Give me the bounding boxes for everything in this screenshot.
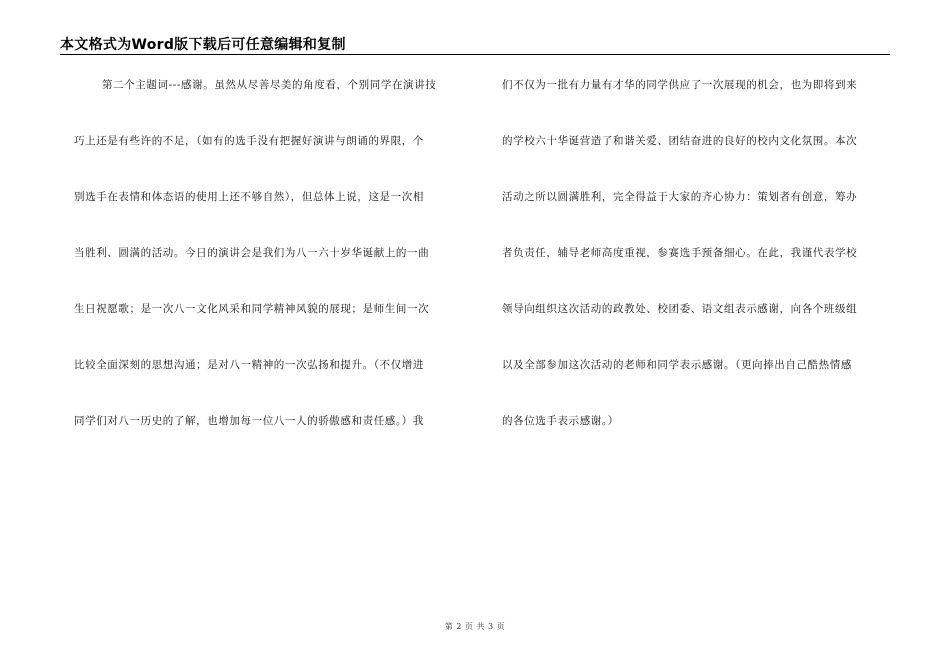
paragraph-line: 以及全部参加这次活动的老师和同学表示感谢。（更向捧出自己酷热情感 xyxy=(502,359,852,371)
paragraph-line: 第二个主题词---感谢。虽然从尽善尽美的角度看，个别同学在演讲技 xyxy=(102,79,437,91)
paragraph-line: 的学校六十华诞营造了和谐关爱、团结奋进的良好的校内文化氛围。本次 xyxy=(502,135,858,147)
right-text-column xyxy=(502,73,892,465)
paragraph-line: 别选手在表情和体态语的使用上还不够自然），但总体上说，这是一次相 xyxy=(74,191,424,203)
page-number: 第 2 页 共 3 页 xyxy=(444,622,506,631)
paragraph-line: 同学们对八一历史的了解，也增加每一位八一人的骄傲感和责任感。）我 xyxy=(74,415,424,427)
paragraph-line: 活动之所以圆满胜利，完全得益于大家的齐心协力：策划者有创意，筹办 xyxy=(502,191,858,203)
left-text-column xyxy=(74,73,464,465)
paragraph-line: 巧上还是有些许的不足，（如有的选手没有把握好演讲与朗诵的界限，个 xyxy=(74,135,424,147)
paragraph-line: 们不仅为一批有力量有才华的同学供应了一次展现的机会，也为即将到来 xyxy=(502,79,858,91)
header-divider xyxy=(60,54,890,55)
paragraph-line: 领导向组织这次活动的政教处、校团委、语文组表示感谢，向各个班级组 xyxy=(502,303,858,315)
paragraph-line: 生日祝愿歌；是一次八一文化风采和同学精神风貌的展现；是师生间一次 xyxy=(74,303,430,315)
paragraph-line: 比较全面深刻的思想沟通；是对八一精神的一次弘扬和提升。（不仅增进 xyxy=(74,359,424,371)
paragraph-line: 当胜利、圆满的活动。今日的演讲会是我们为八一六十岁华诞献上的一曲 xyxy=(74,247,430,259)
paragraph-line: 者负责任，辅导老师高度重视，参赛选手预备细心。在此，我谨代表学校 xyxy=(502,247,858,259)
document-header-title: 本文格式为Word版下载后可任意编辑和复制 xyxy=(60,37,346,53)
paragraph-line: 的各位选手表示感谢。） xyxy=(502,415,619,427)
